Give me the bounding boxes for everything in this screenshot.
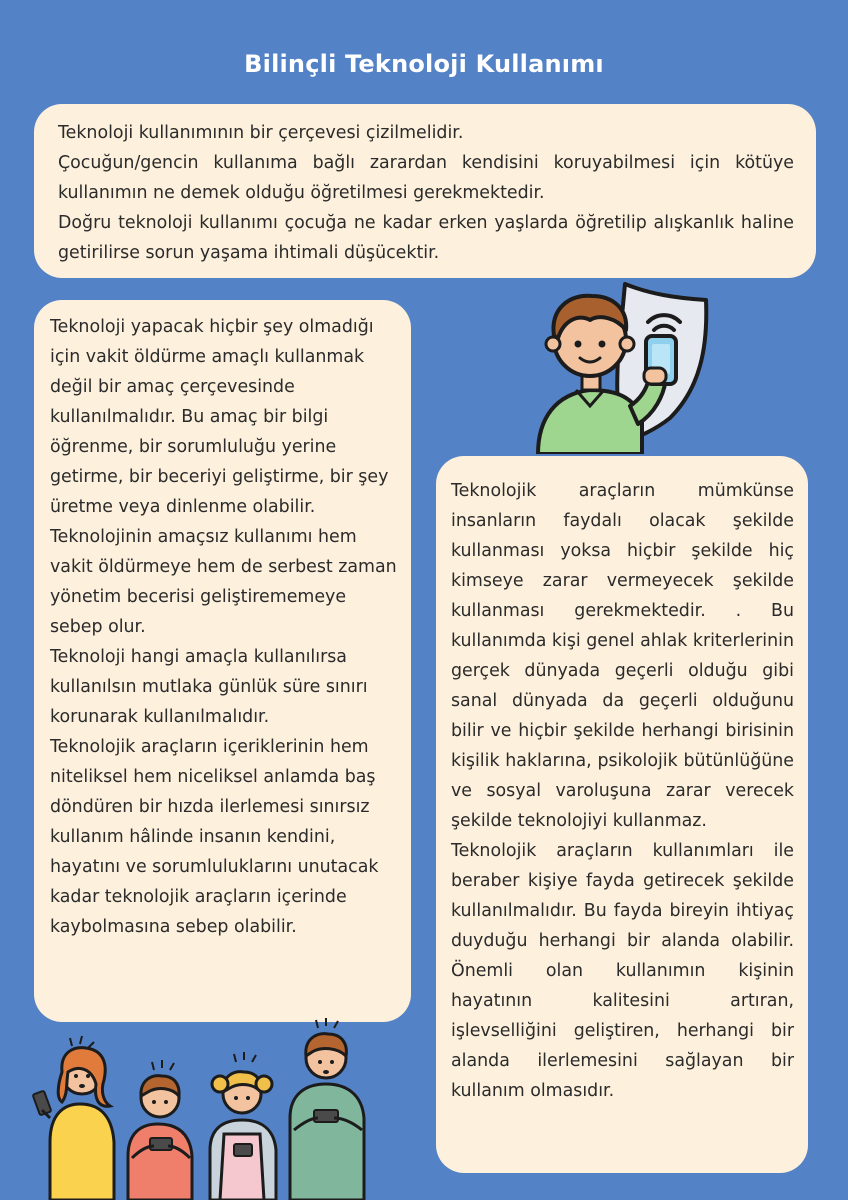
purpose-paragraph: Teknolojik araçların içeriklerinin hem niteliksel hem niceliksel anlamda baş döndüren bir hızda ilerlemesi sınırsız kullanım hâlinde insanın kendini, hayatını ve sorumluluklarını unutacak kadar teknolojik araçların içerinde kaybolmasına sebep olabilir. [50, 737, 379, 937]
page-title: Bilinçli Teknoloji Kullanımı [244, 50, 604, 78]
benefit-paragraph: Teknolojik araçların kullanımları ile beraber kişiye fayda getirecek şekilde kullanılmalıdır. Bu fayda bireyin ihtiyaç duyduğu herhangi bir alanda olabilir. Önemli olan kullanımın kişinin hayatının kalitesini artıran, işlevselliğini geliştiren, herhangi bir alanda ilerlemesini sağlayan bir kullanım olmasıdır. [451, 841, 794, 1101]
purpose-paragraph: Teknoloji yapacak hiçbir şey olmadığı için vakit öldürme amaçlı kullanmak değil bir amaç çerçevesinde kullanılmalıdır. Bu amaç bir bilgi öğrenme, bir sorumluluğu yerine getirme, bir beceriyi geliştirme, bir şey üretme veya dinlenme olabilir. Teknolojinin amaçsız kullanımı hem vakit öldürmeye hem de serbest zaman yönetim becerisi geliştirememeye sebep olur. [50, 317, 397, 637]
people-using-phones-illustration [28, 1018, 378, 1200]
person-girl-pigtails [210, 1052, 276, 1200]
boy-with-phone-shield-illustration [530, 278, 720, 454]
benefit-paragraph: Teknolojik araçların mümkünse insanların faydalı olacak şekilde kullanması yoksa hiçbir şekilde hiç kimseye zarar vermeyecek şekilde kullanması gerekmektedir. . Bu kullanımda kişi genel ahlak kriterlerinin gerçek dünyada geçerli olduğu gibi sanal dünyada da geçerli olduğunu bilir ve hiçbir şekilde herhangi birisinin kişilik haklarına, psikolojik bütünlüğüne ve sosyal varoluşuna zarar verecek şekilde teknolojiyi kullanmaz. [451, 481, 794, 831]
purpose-paragraph: Teknoloji hangi amaçla kullanılırsa kullanılsın mutlaka günlük süre sınırı korunarak kullanılmalıdır. [50, 647, 368, 727]
purpose-card [34, 300, 411, 1022]
person-man-green-shirt [290, 1018, 364, 1200]
intro-line: Çocuğun/gencin kullanıma bağlı zarardan kendisini koruyabilmesi için kötüye kullanımın ne demek olduğu öğretilmesi gerekmektedir. [58, 153, 794, 203]
intro-card [34, 104, 816, 278]
intro-line: Doğru teknoloji kullanımı çocuğa ne kadar erken yaşlarda öğretilip alışkanlık haline getirilirse sorun yaşama ihtimali düşücektir. [58, 213, 794, 263]
benefit-card [436, 456, 808, 1173]
intro-line: Teknoloji kullanımının bir çerçevesi çizilmelidir. [58, 123, 464, 143]
person-woman-yellow-shirt [33, 1036, 114, 1200]
person-boy-red-shirt [128, 1060, 192, 1200]
